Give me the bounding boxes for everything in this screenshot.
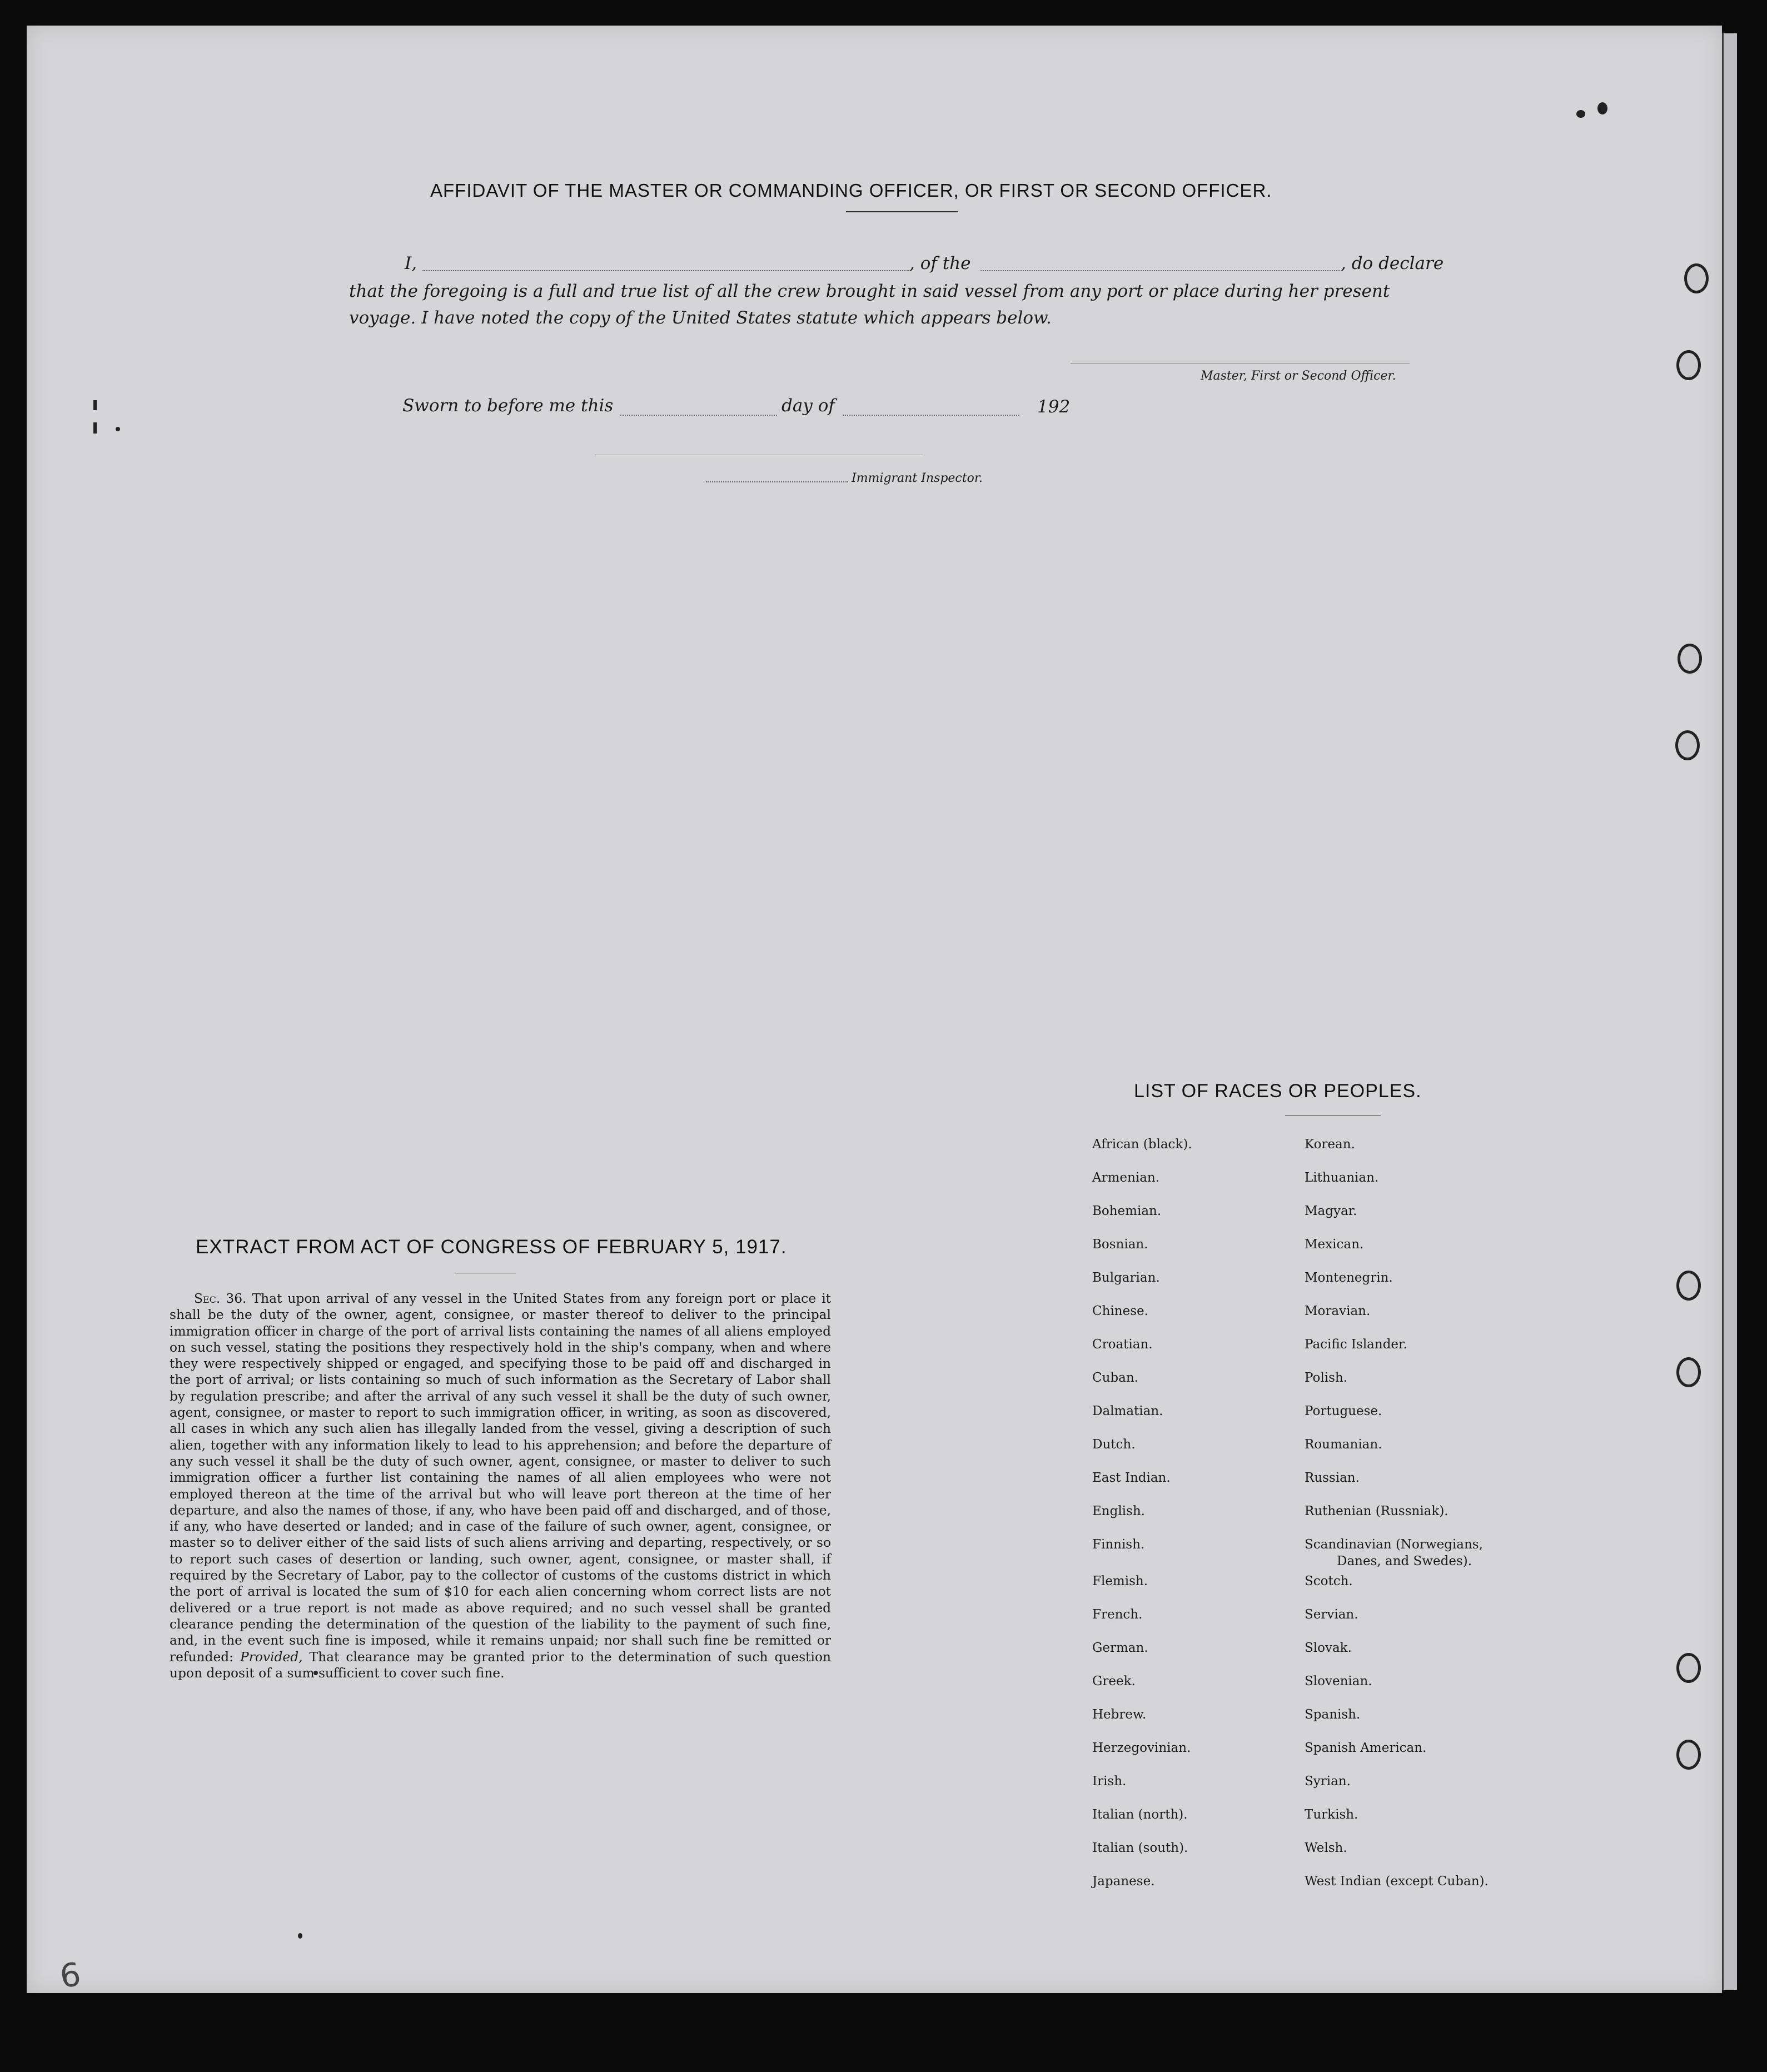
race-item: Moravian. [1305,1304,1371,1318]
race-item: Greek. [1092,1674,1136,1689]
race-item: Lithuanian. [1305,1171,1379,1185]
races-right-column [1305,1136,1489,1906]
affidavit-i: I, [405,253,417,273]
race-item: Croatian. [1092,1337,1153,1352]
race-item: Portuguese. [1305,1404,1382,1418]
race-item: East Indian. [1092,1471,1171,1485]
race-item: Japanese. [1092,1874,1155,1889]
statute-text: That upon arrival of any vessel in the United States from any foreign port or place it shall be the duty of the owner, agent, consignee, or master thereof to deliver to the principal immigration officer in charge of the port of arrival lists containing the names of all aliens employed on such vessel, stating the positions they respectively hold in the ship's company, when and where they were respectively shipped or engaged, and specifying those to be paid off and discharged in the port of arrival; or lists containing so much of such information as the Secretary of Labor shall by regulation prescribe; and after the arrival of any such vessel it shall be the duty of such owner, agent, consignee, or master to report to such immigration officer, in writing, as soon as discovered, all cases in which any such alien has illegally landed from the vessel, giving a description of such alien, together with any information likely to lead to his apprehension; and before the departure of any such vessel it shall be the duty of such owner, agent, consignee, or master to deliver to such immigration officer a further list containing the names of all alien employees who were not employed thereon at the time of the arrival but who will leave port thereon at the time of her departure, and also the names of those, if any, who have been paid off and discharged, and of those, if any, who have deserted or landed; and in case of the failure of such owner, agent, consignee, or master so to deliver either of the said lists of such aliens arriving and departing, respectively, or so to report such cases of desertion or landing, such owner, agent, consignee, or master shall, if required by the Secretary of Labor, pay to the collector of customs of the customs district in which the port of arrival is located the sum of $10 for each alien concerning whom correct lists are not delivered or a true report is not made as above required; and no such vessel shall be granted clearance pending the determination of the question of the liability to the payment of such fine, and, in the event such fine is imposed, while it remains unpaid; nor shall such fine be remitted or refunded: [170,1291,832,1665]
affidavit-do-declare: , do declare [1341,253,1444,273]
extract-title: EXTRACT FROM ACT OF CONGRESS OF FEBRUARY 5, 1917. [196,1236,787,1258]
name-blank [422,270,909,271]
race-item: Pacific Islander. [1305,1337,1407,1352]
binder-hole [1676,1271,1701,1301]
statute-text-end: That clearance may be granted prior to the determination of such question upon deposit of a sum sufficient to cover such fine. [170,1649,831,1681]
race-item: French. [1092,1607,1143,1622]
race-item: Montenegrin. [1305,1271,1393,1285]
race-item: Bosnian. [1092,1237,1148,1252]
race-item: Hebrew. [1092,1707,1147,1722]
race-item: Spanish. [1305,1707,1361,1722]
race-item: Polish. [1305,1371,1348,1385]
day-of: day of [782,396,835,416]
race-item: Armenian. [1092,1171,1160,1185]
margin-mark [116,427,120,431]
race-item-continuation: Danes, and Swedes). [1337,1554,1472,1568]
binder-hole [1676,1653,1701,1683]
race-item: Cuban. [1092,1371,1138,1385]
races-title: LIST OF RACES OR PEOPLES. [1134,1080,1422,1102]
title-rule [846,211,958,212]
race-item: Italian (north). [1092,1807,1188,1822]
race-item: German. [1092,1641,1148,1655]
binder-hole [1676,1357,1701,1387]
race-item: Ruthenian (Russniak). [1305,1504,1449,1518]
race-item: Syrian. [1305,1774,1351,1789]
race-item: Herzegovinian. [1092,1741,1191,1755]
race-item: English. [1092,1504,1145,1518]
race-item: West Indian (except Cuban). [1305,1874,1489,1889]
binder-hole [1678,644,1702,674]
race-item: Dalmatian. [1092,1404,1163,1418]
ink-spot [298,1933,302,1939]
race-item: Dutch. [1092,1437,1136,1452]
race-item-label: Finnish. [1092,1537,1145,1552]
race-item: Roumanian. [1305,1437,1382,1452]
race-item: Magyar. [1305,1204,1357,1218]
vessel-blank [980,270,1340,271]
affidavit-title: AFFIDAVIT OF THE MASTER OR COMMANDING OFFICER, OR FIRST OR SECOND OFFICER. [430,180,1272,201]
year-prefix: 192 [1037,397,1071,417]
race-item [1305,1536,1489,1573]
affidavit-line3: voyage. I have noted the copy of the United States statute which appears below. [349,308,1052,328]
provided-word: Provided, [240,1649,303,1665]
race-item: Scotch. [1305,1574,1353,1588]
race-item: Irish. [1092,1774,1127,1789]
ink-spot [1576,110,1585,118]
ink-spot [1597,102,1607,114]
race-item: Bulgarian. [1092,1271,1160,1285]
binder-hole [1684,263,1709,293]
sworn-text: Sworn to before me this [402,396,614,416]
handwritten-page-mark: 6 [57,1955,83,1996]
race-item: Spanish American. [1305,1741,1427,1755]
race-item: Flemish. [1092,1574,1148,1588]
race-item: Bohemian. [1092,1204,1162,1218]
page-edge-strip [1722,33,1737,1990]
binder-hole [1676,350,1701,380]
day-blank [620,415,777,416]
race-item: Slovak. [1305,1641,1352,1655]
race-item [1092,1536,1192,1573]
race-item: Turkish. [1305,1807,1358,1822]
race-item: Korean. [1305,1137,1355,1152]
margin-mark [93,422,97,434]
affidavit-of-the: , of the [909,253,971,273]
margin-mark [93,400,97,410]
race-item: Chinese. [1092,1304,1148,1318]
month-blank [843,415,1019,416]
races-left-column [1092,1136,1192,1906]
inspector-caption: Immigrant Inspector. [852,471,983,485]
race-item: African (black). [1092,1137,1192,1152]
race-item: Russian. [1305,1471,1360,1485]
signature-caption: Master, First or Second Officer. [1201,369,1396,383]
race-item: Servian. [1305,1607,1358,1622]
extract-body [170,1291,831,1681]
race-item: Mexican. [1305,1237,1364,1252]
affidavit-line2: that the foregoing is a full and true list of all the crew brought in said vessel from any port or place during her present [349,281,1390,301]
binder-hole [1676,1740,1701,1770]
race-item-label: Scandinavian (Norwegians, [1305,1537,1483,1552]
signature-line [1071,363,1410,364]
race-item: Slovenian. [1305,1674,1372,1689]
binder-hole [1675,730,1700,760]
section-number: Sec. 36. [194,1291,247,1306]
race-item: Italian (south). [1092,1841,1188,1855]
inspector-name-blank [706,481,848,482]
race-item: Welsh. [1305,1841,1347,1855]
